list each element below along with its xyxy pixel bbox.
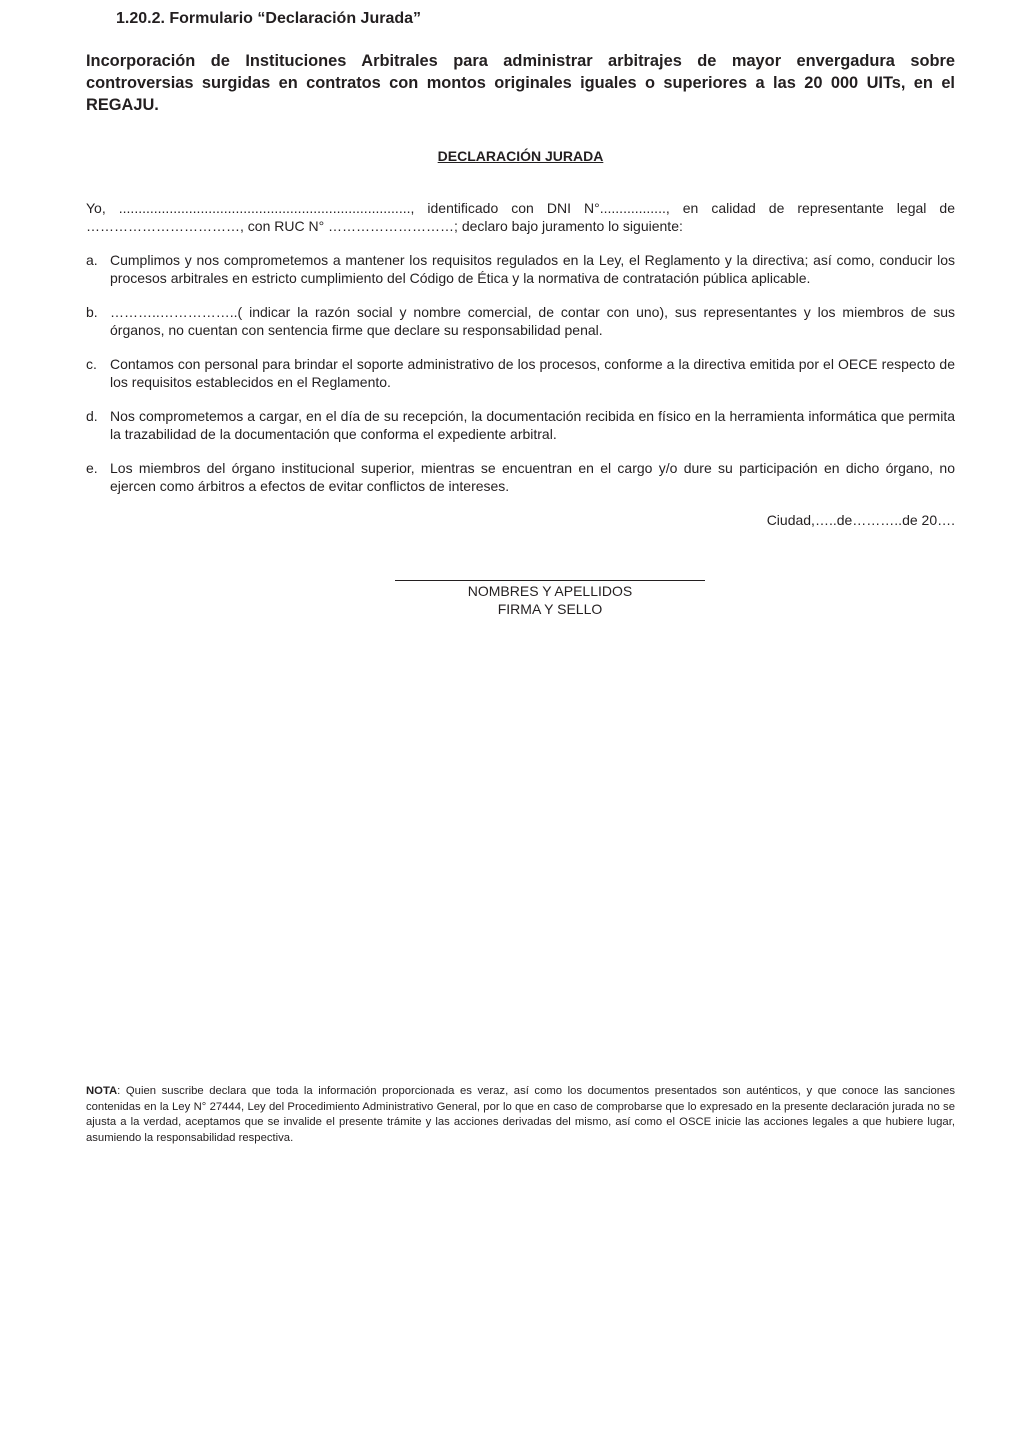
- nota-paragraph: [86, 1084, 955, 1146]
- declaration-item-b: [86, 304, 955, 339]
- declaration-list: [86, 252, 955, 512]
- item-text: Nos comprometemos a cargar, en el día de su recepción, la documentación recibida en físico en la herramienta informática que permita la trazabilidad de la documentación que conforma el expediente arbitral.: [110, 408, 955, 442]
- subject-paragraph: Incorporación de Instituciones Arbitrales para administrar arbitrajes de mayor envergadura sobre controversias surgidas en contratos con montos originales iguales o superiores a las 20 000 UITs, en el REGAJU.: [86, 52, 955, 114]
- nota-label: NOTA: [86, 1085, 118, 1097]
- item-letter: e.: [86, 460, 98, 476]
- item-text: ………..……………..( indicar la razón social y nombre comercial, de contar con uno), sus representantes y los miembros de sus órganos, no cuentan con sentencia firme que declare su responsabilidad penal.: [110, 304, 955, 338]
- item-letter: c.: [86, 356, 97, 372]
- item-text: Los miembros del órgano institucional superior, mientras se encuentran en el cargo y/o dure su participación en dicho órgano, no ejercen como árbitros a efectos de evitar conflictos de intereses.: [110, 460, 955, 494]
- signature-line: [395, 566, 705, 581]
- declaration-item-c: [86, 356, 955, 391]
- nota-text: : Quien suscribe declara que toda la información proporcionada es veraz, así como los documentos presentados son auténticos, y que conoce las sanciones contenidas en la Ley N° 27444, Ley del Procedimiento Administrativo General, por lo que en caso de comprobarse que lo expresado en la presente declaración jurada no se ajusta a la verdad, aceptamos que se invalide el presente trámite y las acciones derivadas del mismo, así como el OSCE inicie las acciones legales a que hubiere lugar, asumiendo la responsabilidad respectiva.: [86, 1085, 955, 1144]
- signature-block: [395, 566, 705, 618]
- item-letter: a.: [86, 252, 98, 268]
- signature-names-label: NOMBRES Y APELLIDOS: [467, 583, 633, 599]
- declaration-item-a: [86, 252, 955, 287]
- document-title: DECLARACIÓN JURADA: [437, 148, 604, 164]
- section-heading: 1.20.2. Formulario “Declaración Jurada”: [116, 10, 422, 27]
- declaration-item-e: [86, 460, 955, 495]
- item-text: Contamos con personal para brindar el soporte administrativo de los procesos, conforme a la directiva emitida por el OECE respecto de los requisitos establecidos en el Reglamento.: [110, 356, 955, 390]
- item-letter: d.: [86, 408, 98, 424]
- signature-sign-label: FIRMA Y SELLO: [497, 600, 603, 617]
- intro-paragraph: Yo, ..........................................................................., identificado con DNI N°................., en calidad de representante legal de ……………………………, con RUC N° ………………………; declaro bajo juramento lo siguiente:: [86, 200, 955, 234]
- item-text: Cumplimos y nos comprometemos a mantener los requisitos regulados en la Ley, el Reglamento y la directiva; así como, conducir los procesos arbitrales en estricto cumplimiento del Código de Ética y la normativa de contratación pública aplicable.: [110, 252, 955, 286]
- declaration-item-d: [86, 408, 955, 443]
- item-letter: b.: [86, 304, 98, 320]
- date-line: Ciudad,…..de………..de 20….: [766, 512, 955, 528]
